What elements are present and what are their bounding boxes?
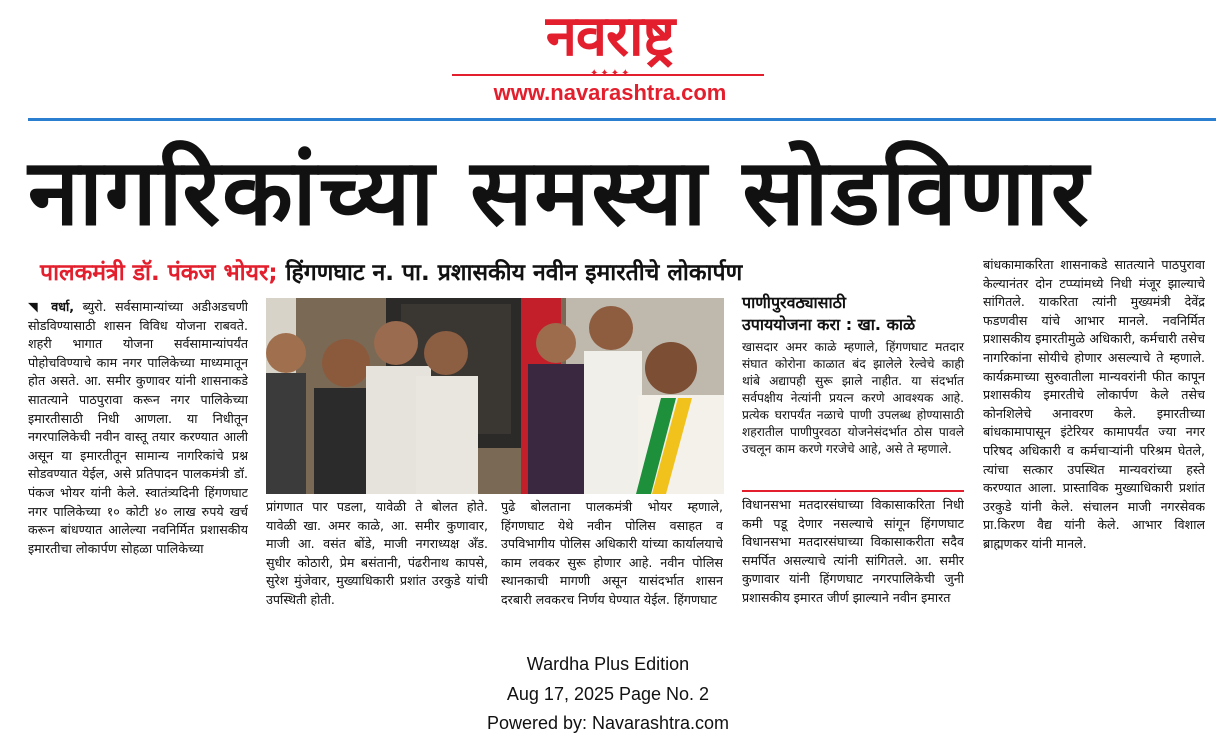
column-2-text: प्रांगणात पार पडला, यावेळी ते बोलत होते. यावेळी खा. अमर काळे, आ. समीर कुणावार, माजी आ. वसंत बोंडे, माजी नगराध्यक्ष अँड. सुधीर कोठारी, प्रेम बसंतानी, पंढरीनाथ कापसे, सुरेश मुंजेवार, मुख्याधिकारी प्रशांत उरकुडे यांची उपस्थिती होती. bbox=[266, 499, 488, 607]
article-column-2 bbox=[266, 498, 488, 640]
header-divider bbox=[28, 118, 1216, 121]
subheadline-black: हिंगणघाट न. पा. प्रशासकीय नवीन इमारतीचे लोकार्पण bbox=[277, 260, 743, 286]
sidebar-title-line-1: पाणीपुरवठ्यासाठी bbox=[742, 293, 847, 312]
sidebar-body: खासदार अमर काळे म्हणाले, हिंगणघाट मतदार संघात कोरोना काळात बंद झालेले रेल्वेचे काही थांबे अद्यापही सुरू झाले नाहीत. या संदर्भात सर्वपक्षीय नेत्यांनी प्रयत्न करणे आवश्यक आहे. प्रत्येक घरापर्यंत नळाचे पाणी उपलब्ध होण्यासाठी शहरातील पाणीपुरवठा योजनेसंदर्भात ठोस पावले उचलून काम करणे गरजेचे आहे, असे ते म्हणाले. bbox=[742, 340, 964, 456]
logo-url[interactable]: www.navarashtra.com bbox=[493, 80, 727, 105]
column-5-text: बांधकामाकरिता शासनाकडे सातत्याने पाठपुरावा केल्यानंतर दोन टप्प्यांमध्ये निधी मंजूर झाल्याचे सांगितले. याकरिता त्यांनी मुख्यमंत्री देवेंद्र फडणवीस यांचे आभार मानले. नवनिर्मित प्रशासकीय इमारतीमुळे अधिकारी, कर्मचारी तसेच नागरिकांना सोयीचे होणार असल्याचे ते म्हणाले. कार्यक्रमाच्या सुरुवातीला मान्यवरांनी फीत कापून प्रशासकीय इमारतीचे लोकार्पण केले तसेच कोनशिलेचे अनावरण केले. इमारतीच्या बांधकामापासून इंटेरियर कामापर्यंत ज्या नगर परिषद अधिकारी व कर्मचाऱ्यांनी परिश्रम घेतले, त्यांचा सत्कार उपस्थित मान्यवरांच्या हस्ते करण्यात आला. प्रास्ताविक मुख्याधिकारी प्रशांत उरकुडे यांनी केले. संचालन माजी नगरसेवक प्रा.किरण वैद्य यांनी केले. आभार विशाल ब्राह्मणकर यांनी मानले. bbox=[983, 257, 1205, 551]
column-4-text: विधानसभा मतदारसंघाच्या विकासाकरिता निधी कमी पडू देणार नसल्याचे सांगून हिंगणघाट विधानसभा मतदारसंघाच्या विकासाकरीता सदैव समर्पित असल्याचे त्यांनी सांगितले. आ. समीर कुणावार यांनी हिंगणघाट नगरपालिकेची जुनी प्रशासकीय इमारत जीर्ण झाल्याने नवीन इमारत bbox=[742, 497, 964, 605]
article-column-1 bbox=[28, 298, 248, 640]
column-1-text: ब्युरो. सर्वसामान्यांच्या अडीअडचणी सोडविण्यासाठी शासन विविध योजना राबवते. शहरी भागात योजना सर्वसामान्यांपर्यंत पोहोचविण्याचे काम नगर पालिकेच्या माध्यमातून होत असते. आ. समीर कुणावर यांनी शासनाकडे सातत्याने पाठपुरावा करून नगर पालिकेच्या इमारतीसाठी निधी आणला. या निधीतून नगरपालिकेची नवीन वास्तू तयार करण्यात आली असून या इमारतीतून सामान्य नागरिकांचे प्रश्न सोडवण्यात येईल, असे प्रतिपादन पालकमंत्री डॉ. पंकज भोयर यांनी केले. स्वातंत्र्यदिनी हिंगणघाट नगर पालिकेच्या १० कोटी ४० लाख रुपये खर्च करून बांधण्यात आलेल्या नवनिर्मित प्रशासकीय इमारतीचा लोकार्पण सोहळा पालिकेच्या bbox=[28, 299, 248, 556]
navarashtra-logo[interactable]: नवराष्ट्र bbox=[545, 4, 675, 69]
footer-edition: Wardha Plus Edition bbox=[526, 654, 690, 674]
article-column-4 bbox=[742, 496, 964, 640]
sidebar-title-line-2: उपाययोजना करा : खा. काळे bbox=[742, 315, 916, 334]
footer-date-page: Aug 17, 2025 Page No. 2 bbox=[506, 684, 710, 704]
event-photo bbox=[266, 298, 724, 494]
dateline: ◥ वर्धा, bbox=[28, 299, 75, 314]
column-3-text: पुढे बोलताना पालकमंत्री भोयर म्हणाले, हिंगणघाट येथे नवीन पोलिस वसाहत व उपविभागीय पोलिस अधिकारी यांच्या कार्यालयाचे काम लवकर सुरू होणार आहे. नवीन पोलिस स्थानकाची मागणी असून यासंदर्भात शासन दरबारी लवकरच निर्णय घेण्यात येईल. हिंगणघाट bbox=[501, 499, 723, 607]
subheadline-red: पालकमंत्री डॉ. पंकज भोयर; bbox=[40, 260, 278, 286]
masthead bbox=[0, 0, 1216, 120]
article-column-5 bbox=[983, 256, 1205, 640]
logo-stars: ✦✦✦✦ bbox=[590, 68, 632, 79]
sidebar-divider bbox=[742, 490, 964, 492]
subheadline bbox=[40, 256, 970, 290]
article-column-3 bbox=[501, 498, 723, 640]
footer-powered-by: Powered by: Navarashtra.com bbox=[486, 713, 730, 733]
event-photo-illustration bbox=[266, 298, 724, 494]
headline: नागरिकांच्या समस्या सोडविणार bbox=[28, 139, 1091, 246]
sidebar-box bbox=[742, 292, 964, 490]
